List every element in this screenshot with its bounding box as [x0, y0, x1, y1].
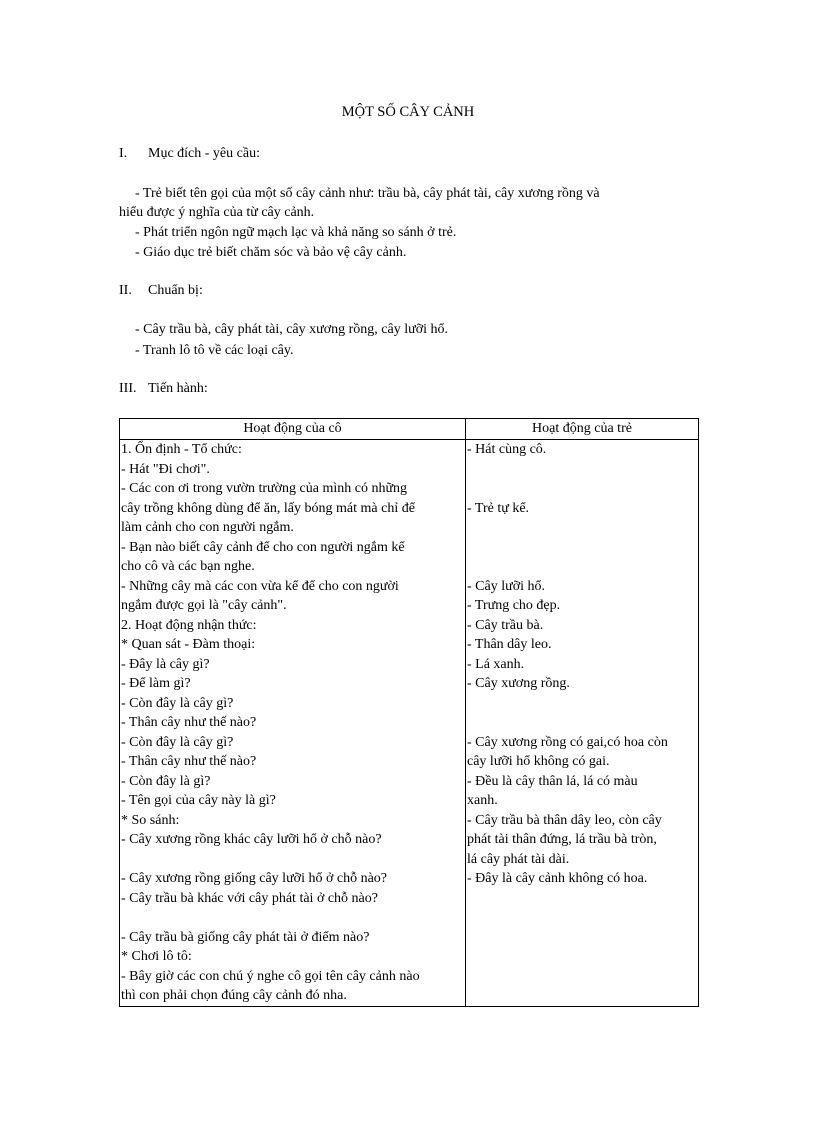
child-activity-line — [467, 538, 697, 558]
page-title: MỘT SỐ CÂY CẢNH — [341, 104, 475, 120]
teacher-activity-line: - Những cây mà các con vừa kể để cho con người — [121, 578, 399, 594]
activity-table — [119, 418, 699, 1007]
child-activity-line: - Đều là cây thân lá, lá có màu — [467, 773, 638, 789]
section-1-line: - Trẻ biết tên gọi của một số cây cảnh như: trầu bà, cây phát tài, cây xương rồng và — [135, 186, 600, 201]
table-row — [120, 440, 699, 1007]
teacher-activity-line: ngắm được gọi là "cây cảnh". — [121, 598, 287, 613]
teacher-activity-line: - Còn đây là gì? — [121, 773, 211, 789]
teacher-activity-line: cho cô và các bạn nghe. — [121, 559, 255, 574]
child-activity-line — [467, 479, 697, 499]
child-activity-line: - Cây lưỡi hổ. — [467, 578, 545, 594]
teacher-activity-line: - Tên gọi của cây này là gì? — [121, 793, 276, 808]
section-1-heading — [119, 146, 260, 162]
teacher-activity-line: - Còn đây là cây gì? — [121, 734, 234, 750]
child-activity-line: - Thân dây leo. — [467, 637, 552, 652]
section-2-heading — [119, 283, 203, 299]
child-activity-line: - Trẻ tự kể. — [467, 500, 530, 516]
teacher-activity-line: - Để làm gì? — [121, 676, 191, 691]
teacher-activity-line: - Thân cây như thế nào? — [121, 754, 257, 769]
teacher-activity-line: 1. Ổn định - Tổ chức: — [121, 442, 242, 457]
child-activity-line — [467, 518, 697, 538]
header-child: Hoạt động của trẻ — [466, 419, 699, 440]
teacher-activity-line: * Chơi lô tô: — [121, 949, 192, 964]
child-activity-line: - Hát cùng cô. — [467, 442, 547, 457]
child-activity-line: phát tài thân đứng, lá trầu bà tròn, — [467, 832, 657, 847]
teacher-activity-line: thì con phải chọn đúng cây cảnh đó nha. — [121, 988, 347, 1003]
teacher-activity-line: 2. Hoạt động nhận thức: — [121, 617, 257, 633]
section-1-line: - Giáo dục trẻ biết chăm sóc và bảo vệ cây cảnh. — [135, 245, 407, 260]
teacher-activity-line: - Thân cây như thế nào? — [121, 715, 257, 730]
table-header-row — [120, 419, 699, 440]
teacher-activity-line: * Quan sát - Đàm thoại: — [121, 637, 256, 652]
teacher-activity-line: - Đây là cây gì? — [121, 656, 210, 672]
section-1-title: Mục đích - yêu cầu: — [148, 146, 260, 161]
child-activity-line — [467, 694, 697, 714]
child-activities-cell — [466, 440, 699, 1007]
teacher-activities-cell — [120, 440, 466, 1007]
teacher-activity-line: - Các con ơi trong vườn trường của mình có những — [121, 481, 408, 496]
teacher-activity-line: - Bạn nào biết cây cảnh để cho con người ngắm kể — [121, 539, 405, 555]
child-activity-line — [467, 460, 697, 480]
child-activity-line: cây lưỡi hổ không có gai. — [467, 754, 610, 769]
teacher-activity-line: - Cây xương rồng giống cây lưỡi hổ ở chỗ nào? — [121, 871, 387, 886]
child-activity-line: - Cây xương rồng có gai,có hoa còn — [467, 734, 668, 750]
section-2-title: Chuẩn bị: — [148, 283, 203, 298]
section-3-heading — [119, 381, 208, 397]
child-activity-line: - Cây trầu bà thân dây leo, còn cây — [467, 812, 662, 828]
teacher-activity-line: - Cây trầu bà khác với cây phát tài ở chỗ nào? — [121, 890, 378, 906]
child-activity-line: xanh. — [467, 793, 498, 808]
teacher-activity-line: - Cây trầu bà giống cây phát tài ở điểm nào? — [121, 929, 370, 945]
child-activity-line: - Cây trầu bà. — [467, 617, 544, 633]
section-3-title: Tiến hành: — [148, 381, 208, 396]
teacher-activity-line: * So sánh: — [121, 812, 180, 828]
section-1-number: I. — [119, 146, 128, 161]
section-2-line: - Cây trầu bà, cây phát tài, cây xương rồng, cây lưỡi hổ. — [135, 322, 448, 337]
section-1-line: hiểu được ý nghĩa của từ cây cảnh. — [119, 205, 315, 220]
teacher-activity-line: - Bây giờ các con chú ý nghe cô gọi tên cây cảnh nào — [121, 968, 420, 984]
teacher-activity-line: - Hát "Đi chơi". — [121, 461, 210, 477]
section-2-line: - Tranh lô tô về các loại cây. — [135, 343, 294, 358]
teacher-activity-line — [121, 908, 464, 928]
child-activity-line: - Cây xương rồng. — [467, 676, 570, 691]
teacher-activity-line: - Cây xương rồng khác cây lưỡi hổ ở chỗ nào? — [121, 832, 382, 847]
header-teacher: Hoạt động của cô — [120, 419, 466, 440]
child-activity-line: lá cây phát tài dài. — [467, 851, 570, 867]
child-activity-line: - Đây là cây cảnh không có hoa. — [467, 871, 648, 886]
teacher-activity-line: - Còn đây là cây gì? — [121, 695, 234, 711]
teacher-activity-line: cây trồng không dùng để ăn, lấy bóng mát mà chỉ để — [121, 500, 415, 516]
child-activity-line: - Trưng cho đẹp. — [467, 598, 561, 613]
child-activity-line — [467, 713, 697, 733]
section-3-number: III. — [119, 381, 137, 396]
child-activity-line: - Lá xanh. — [467, 656, 525, 672]
teacher-activity-line — [121, 850, 464, 870]
section-1-line: - Phát triển ngôn ngữ mạch lạc và khả năng so sánh ở trẻ. — [135, 225, 457, 240]
child-activity-line — [467, 557, 697, 577]
teacher-activity-line: làm cảnh cho con người ngắm. — [121, 520, 294, 535]
section-2-number: II. — [119, 283, 132, 298]
